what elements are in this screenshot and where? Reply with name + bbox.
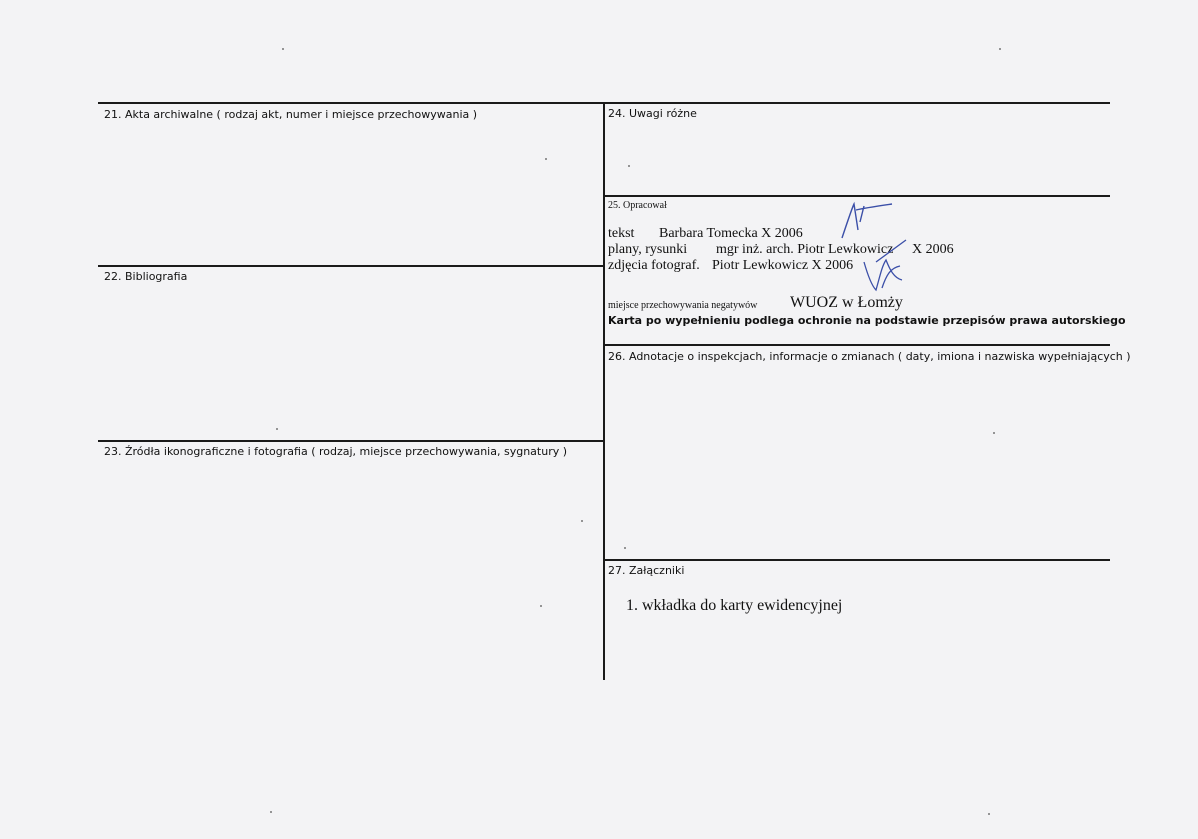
zdjecia-label: zdjęcia fotograf. xyxy=(608,258,700,273)
divider-left-23 xyxy=(98,440,604,442)
divider-right-27 xyxy=(604,559,1110,561)
column-divider xyxy=(603,102,605,680)
scan-speck xyxy=(628,165,630,167)
zdjecia-value: Piotr Lewkowicz X 2006 xyxy=(712,258,854,273)
section-21-label: 21. Akta archiwalne ( rodzaj akt, numer i miejsce przechowywania ) xyxy=(104,108,478,121)
divider-right-25 xyxy=(604,195,1110,197)
scan-speck xyxy=(993,432,995,434)
plany-label: plany, rysunki xyxy=(608,242,688,257)
negatives-value: WUOZ w Łomży xyxy=(790,294,903,311)
plany-value: mgr inż. arch. Piotr Lewkowicz xyxy=(716,242,894,257)
section-24-label: 24. Uwagi różne xyxy=(608,107,697,120)
section-23-label: 23. Źródła ikonograficzne i fotografia ( rodzaj, miejsce przechowywania, sygnatury ) xyxy=(104,445,568,458)
scan-speck xyxy=(270,811,272,813)
scan-speck xyxy=(999,48,1001,50)
section-27-label: 27. Załączniki xyxy=(608,564,685,577)
negatives-label: miejsce przechowywania negatywów xyxy=(608,300,758,311)
copyright-note: Karta po wypełnieniu podlega ochronie na podstawie przepisów prawa autorskiego xyxy=(608,314,1126,327)
section-26-label: 26. Adnotacje o inspekcjach, informacje o zmianach ( daty, imiona i nazwiska wypełniających ) xyxy=(608,350,1131,363)
scan-speck xyxy=(545,158,547,160)
scan-speck xyxy=(282,48,284,50)
scan-speck xyxy=(624,547,626,549)
scan-speck xyxy=(988,813,990,815)
tekst-value: Barbara Tomecka X 2006 xyxy=(659,226,803,241)
divider-left-22 xyxy=(98,265,604,267)
section-25-label: 25. Opracował xyxy=(608,200,667,211)
scan-speck xyxy=(276,428,278,430)
scan-speck xyxy=(581,520,583,522)
signature-mark xyxy=(838,200,898,240)
plany-date: X 2006 xyxy=(912,242,954,257)
signature-mark-2 xyxy=(856,236,916,294)
tekst-label: tekst xyxy=(608,226,635,241)
attachment-item: 1. wkładka do karty ewidencyjnej xyxy=(626,597,843,614)
divider-right-26 xyxy=(604,344,1110,346)
section-22-label: 22. Bibliografia xyxy=(104,270,188,283)
scan-speck xyxy=(540,605,542,607)
